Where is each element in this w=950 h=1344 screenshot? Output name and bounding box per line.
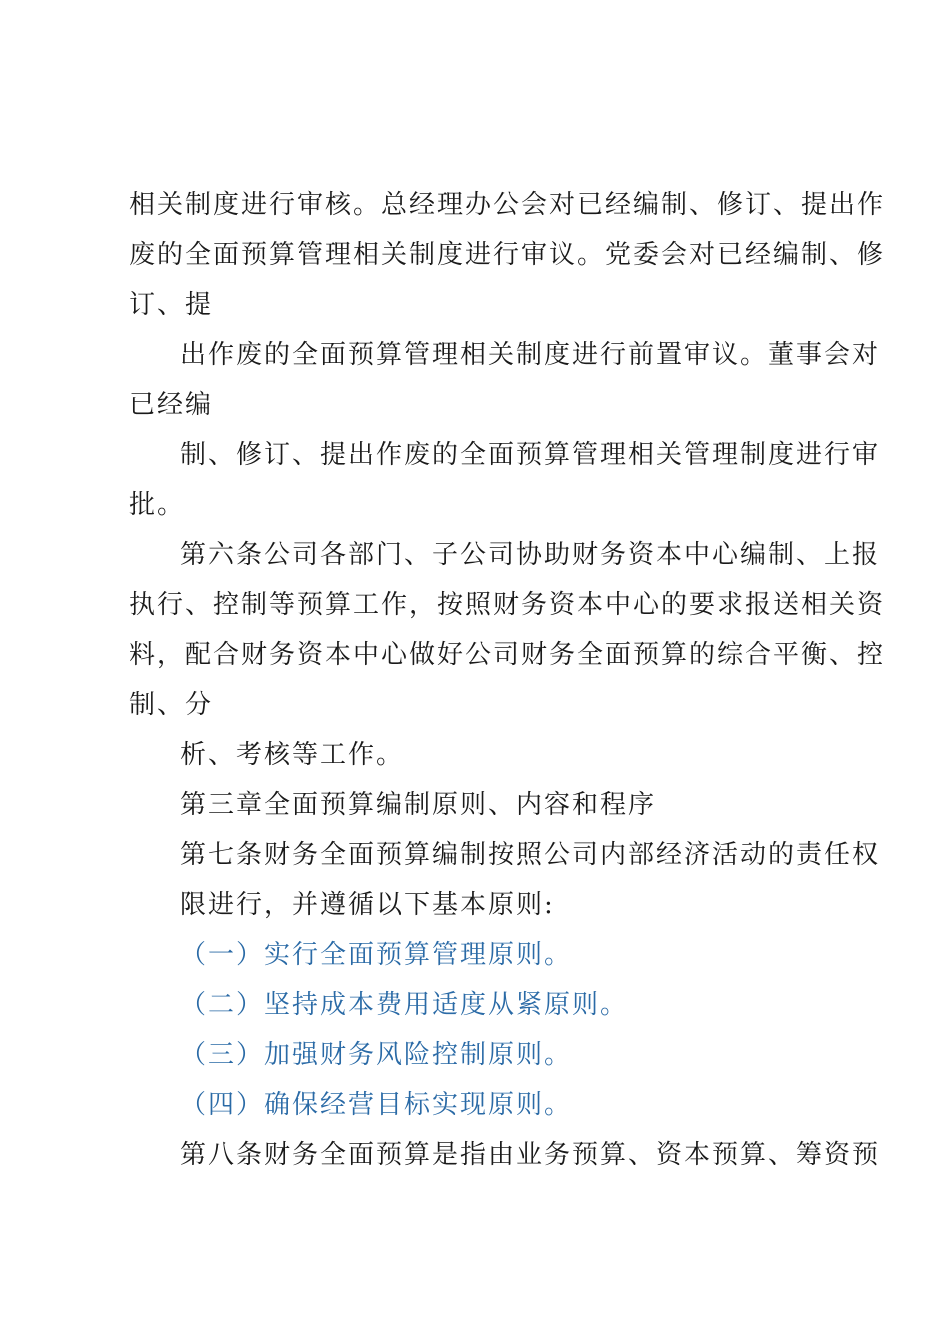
paragraph-line: 第六条公司各部门、子公司协助财务资本中心编制、上报 (180, 540, 881, 570)
principle-item: （一）实行全面预算管理原则。 (180, 940, 573, 970)
paragraph-line: 出作废的全面预算管理相关制度进行前置审议。董事会对 (180, 340, 881, 370)
paragraph-line: 相关制度进行审核。总经理办公会对已经编制、修订、提出作 (129, 190, 886, 220)
paragraph-line: 限进行，并遵循以下基本原则: (180, 890, 555, 920)
principle-item: （四）确保经营目标实现原则。 (180, 1090, 573, 1120)
paragraph-line: 废的全面预算管理相关制度进行审议。党委会对已经编制、修 (129, 240, 886, 270)
paragraph-line: 订、提 (129, 290, 214, 320)
paragraph-line: 制、分 (129, 690, 214, 720)
paragraph-line: 执行、控制等预算工作，按照财务资本中心的要求报送相关资 (129, 590, 886, 620)
principle-item: （三）加强财务风险控制原则。 (180, 1040, 573, 1070)
chapter-heading: 第三章全面预算编制原则、内容和程序 (180, 790, 657, 820)
principle-item: （二）坚持成本费用适度从紧原则。 (180, 990, 629, 1020)
paragraph-line: 制、修订、提出作废的全面预算管理相关管理制度进行审 (180, 440, 881, 470)
paragraph-line: 第八条财务全面预算是指由业务预算、资本预算、筹资预 (180, 1140, 881, 1170)
paragraph-line: 析、考核等工作。 (180, 740, 405, 770)
paragraph-line: 第七条财务全面预算编制按照公司内部经济活动的责任权 (180, 840, 881, 870)
paragraph-line: 料，配合财务资本中心做好公司财务全面预算的综合平衡、控 (129, 640, 886, 670)
paragraph-line: 已经编 (129, 390, 214, 420)
paragraph-line: 批。 (129, 490, 186, 520)
